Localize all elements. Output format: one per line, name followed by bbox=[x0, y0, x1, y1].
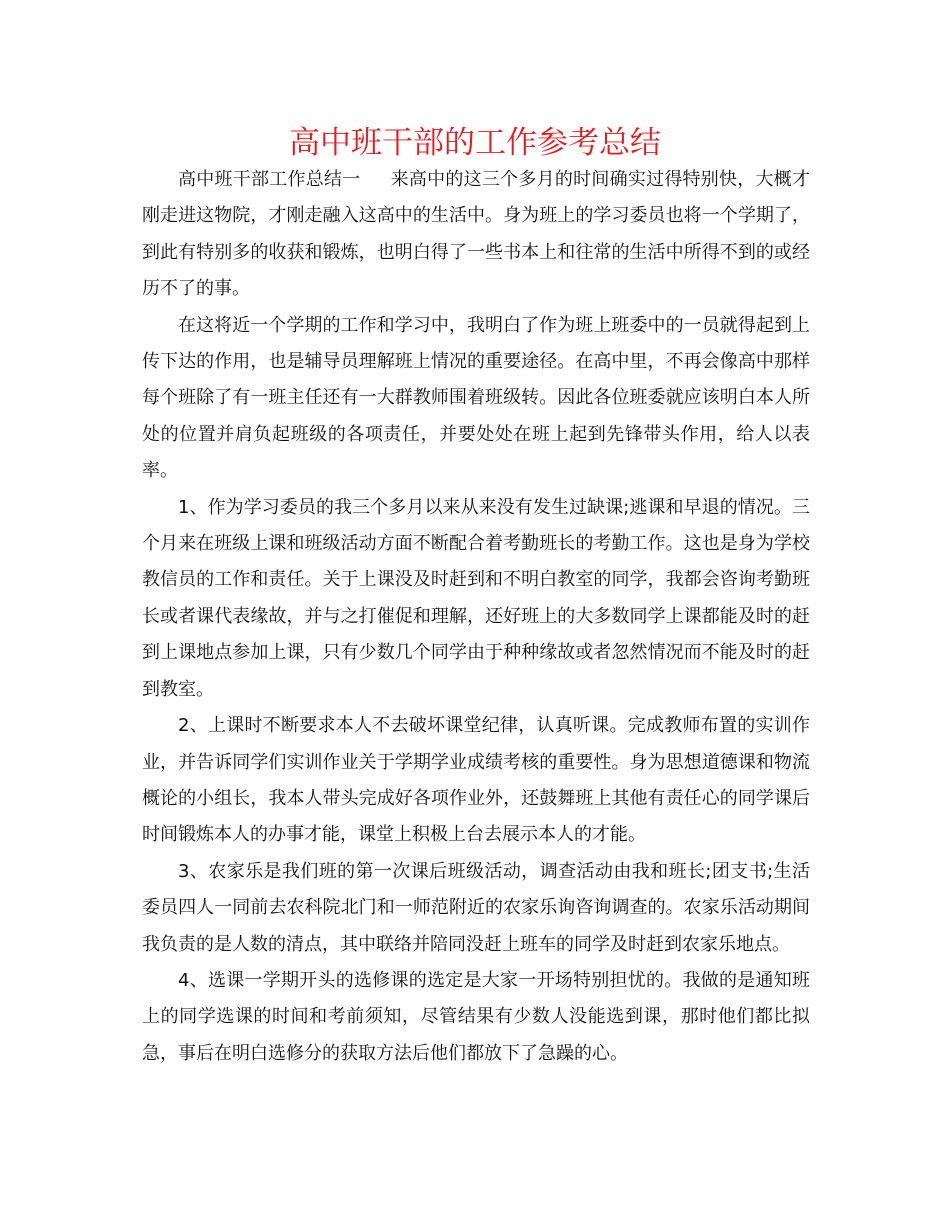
document-title: 高中班干部的工作参考总结 bbox=[289, 125, 661, 161]
paragraph-2: 在这将近一个学期的工作和学习中，我明白了作为班上班委中的一员就得起到上传下达的作用，也是辅导员理解班上情况的重要途径。在高中里，不再会像高中那样每个班除了有一班主任还有一大群教师围着班级转。因此各位班委就应该明白本人所处的位置并肩负起班级的各项责任，并要处处在班上起到先锋带头作用，给人以表率。 bbox=[142, 314, 810, 482]
paragraph-6: 4、选课一学期开头的选修课的选定是大家一开场特别担忧的。我做的是通知班上的同学选课的时间和考前须知，尽管结果有少数人没能选到课，那时他们都比拟急，事后在明白选修分的获取方法后他们都放下了急躁的心。 bbox=[142, 969, 810, 1064]
paragraph-5: 3、农家乐是我们班的第一次课后班级活动，调查活动由我和班长;团支书;生活委员四人一同前去农科院北门和一师范附近的农家乐询咨询调查的。农家乐活动期间我负责的是人数的清点，其中联络并陪同没赶上班车的同学及时赶到农家乐地点。 bbox=[142, 860, 810, 955]
intro-label: 高中班干部工作总结一 bbox=[178, 169, 361, 190]
paragraph-1-text: 来高中的这三个多月的时间确实过得特别快，大概才刚走进这物院，才刚走融入这高中的生活中。身为班上的学习委员也将一个学期了，到此有特别多的收获和锻炼，也明白得了一些书本上和往常的生活中所得不到的或经历不了的事。 bbox=[142, 169, 811, 300]
paragraph-3: 1、作为学习委员的我三个多月以来从来没有发生过缺课;逃课和早退的情况。三个月来在班级上课和班级活动方面不断配合着考勤班长的考勤工作。这也是身为学校教信员的工作和责任。关于上课没及时赶到和不明白教室的同学，我都会咨询考勤班长或者课代表缘故，并与之打催促和理解，还好班上的大多数同学上课都能及时的赶到上课地点参加上课，只有少数几个同学由于种种缘故或者忽然情况而不能及时的赶到教室。 bbox=[142, 496, 810, 700]
paragraph-1 bbox=[142, 162, 810, 308]
document-body bbox=[142, 162, 810, 1072]
paragraph-4: 2、上课时不断要求本人不去破坏课堂纪律，认真听课。完成教师布置的实训作业，并告诉同学们实训作业关于学期学业成绩考核的重要性。身为思想道德课和物流概论的小组长，我本人带头完成好各项作业外，还鼓舞班上其他有责任心的同学课后时间锻炼本人的办事才能，课堂上积极上台去展示本人的才能。 bbox=[142, 715, 810, 846]
